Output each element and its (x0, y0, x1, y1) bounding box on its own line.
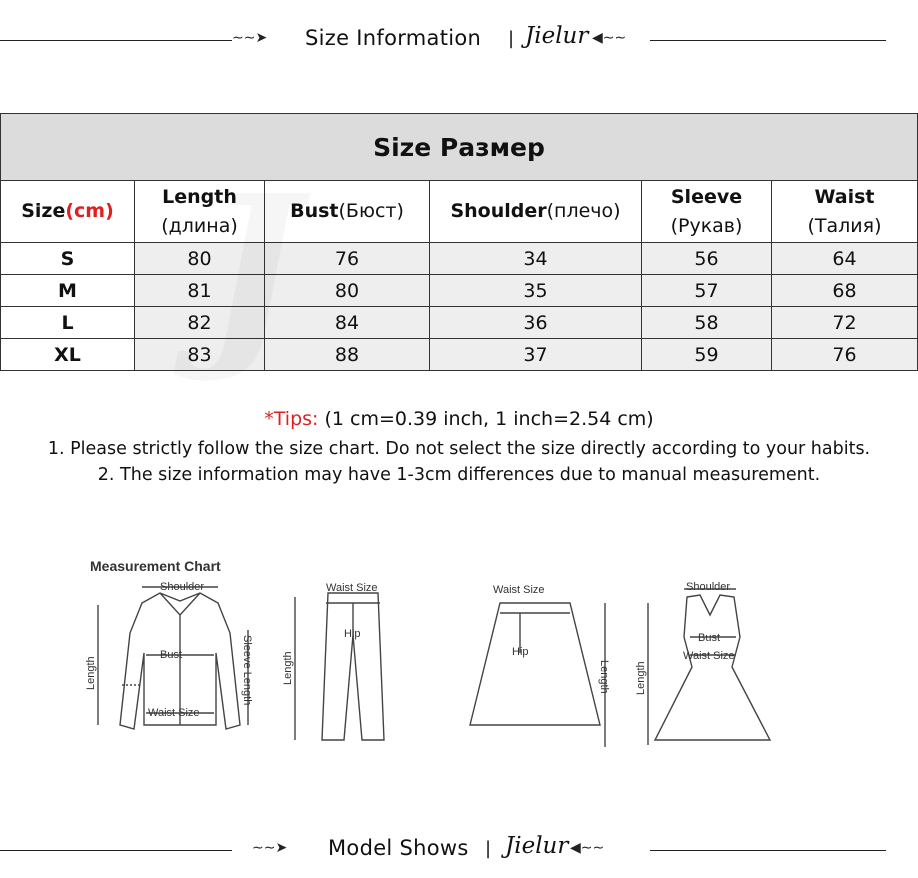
size-cell: M (1, 275, 135, 307)
label-skirt-length: Length (598, 660, 610, 694)
column-header-length: Length (длина) (135, 181, 265, 243)
size-cell: XL (1, 339, 135, 371)
skirt-figure (470, 603, 605, 747)
length-cell: 82 (135, 307, 265, 339)
note-2: 2. The size information may have 1-3cm differences due to manual measurement. (97, 465, 821, 485)
tips-text: (1 cm=0.39 inch, 1 inch=2.54 cm) (318, 408, 654, 430)
table-header-row (1, 181, 918, 243)
title-separator: | (485, 838, 492, 859)
length-cell: 81 (135, 275, 265, 307)
tips-label: *Tips: (264, 408, 319, 430)
size-cell: S (1, 243, 135, 275)
sleeve-cell: 56 (642, 243, 772, 275)
label-shirt-shoulder: Shoulder (160, 581, 205, 593)
measurement-chart-title: Measurement Chart (90, 558, 221, 574)
label-skirt-hip: Hip (512, 646, 529, 658)
note-1: 1. Please strictly follow the size chart. Do not select the size directly according to your habits. (47, 439, 871, 459)
label-shirt-sleeve: Sleeve Length (241, 635, 253, 706)
waist-cell: 72 (772, 307, 918, 339)
column-header-size: Size(cm) (1, 181, 135, 243)
bust-cell: 76 (265, 243, 430, 275)
divider-line-left (0, 40, 232, 41)
title-separator: | (508, 28, 515, 49)
sleeve-cell: 58 (642, 307, 772, 339)
table-row (1, 243, 918, 275)
size-table (0, 113, 918, 371)
swirl-ornament-left: ∼∼➤ (252, 840, 288, 856)
table-row (1, 339, 918, 371)
label-skirt-waist: Waist Size (493, 584, 545, 596)
header-divider (0, 23, 918, 56)
dress-figure (648, 589, 770, 745)
label-shirt-waist: Waist Size (148, 707, 200, 719)
divider-line-right (650, 850, 886, 851)
label-dress-bust: Bust (698, 632, 721, 644)
footer-divider (0, 833, 918, 866)
column-header-bust: Bust(Бюст) (265, 181, 430, 243)
sleeve-cell: 59 (642, 339, 772, 371)
section-title: Size Information (305, 26, 482, 50)
table-row (1, 307, 918, 339)
waist-cell: 68 (772, 275, 918, 307)
waist-cell: 76 (772, 339, 918, 371)
bust-cell: 80 (265, 275, 430, 307)
length-cell: 80 (135, 243, 265, 275)
swirl-ornament-left: ∼∼➤ (232, 30, 268, 46)
label-dress-waist: Waist Size (683, 650, 735, 662)
length-cell: 83 (135, 339, 265, 371)
shoulder-cell: 37 (430, 339, 642, 371)
divider-line-left (0, 850, 232, 851)
column-header-waist: Waist (Талия) (772, 181, 918, 243)
shoulder-cell: 35 (430, 275, 642, 307)
shoulder-cell: 34 (430, 243, 642, 275)
table-title: Size Размер (1, 114, 918, 181)
swirl-ornament-right: ◀∼∼ (592, 30, 627, 46)
shoulder-cell: 36 (430, 307, 642, 339)
label-dress-shoulder: Shoulder (686, 581, 731, 593)
swirl-ornament-right: ◀∼∼ (570, 840, 605, 856)
size-cell: L (1, 307, 135, 339)
bust-cell: 84 (265, 307, 430, 339)
waist-cell: 64 (772, 243, 918, 275)
label-shirt-bust: Bust (160, 649, 183, 661)
table-title-row (1, 114, 918, 181)
label-pants-waist: Waist Size (326, 582, 378, 594)
label-shirt-length: Length (85, 656, 97, 690)
brand-logo: Jielur (525, 23, 589, 49)
pants-figure (295, 593, 384, 740)
label-pants-length: Length (282, 651, 294, 685)
label-pants-hip: Hip (344, 628, 361, 640)
brand-logo: Jielur (505, 833, 569, 859)
tips-line (0, 408, 918, 430)
table-row (1, 275, 918, 307)
bust-cell: 88 (265, 339, 430, 371)
label-dress-length: Length (635, 661, 647, 695)
divider-line-right (650, 40, 886, 41)
section-title: Model Shows (328, 836, 469, 860)
measurement-chart (80, 575, 780, 775)
column-header-sleeve: Sleeve (Рукав) (642, 181, 772, 243)
sleeve-cell: 57 (642, 275, 772, 307)
column-header-shoulder: Shoulder(плечо) (430, 181, 642, 243)
